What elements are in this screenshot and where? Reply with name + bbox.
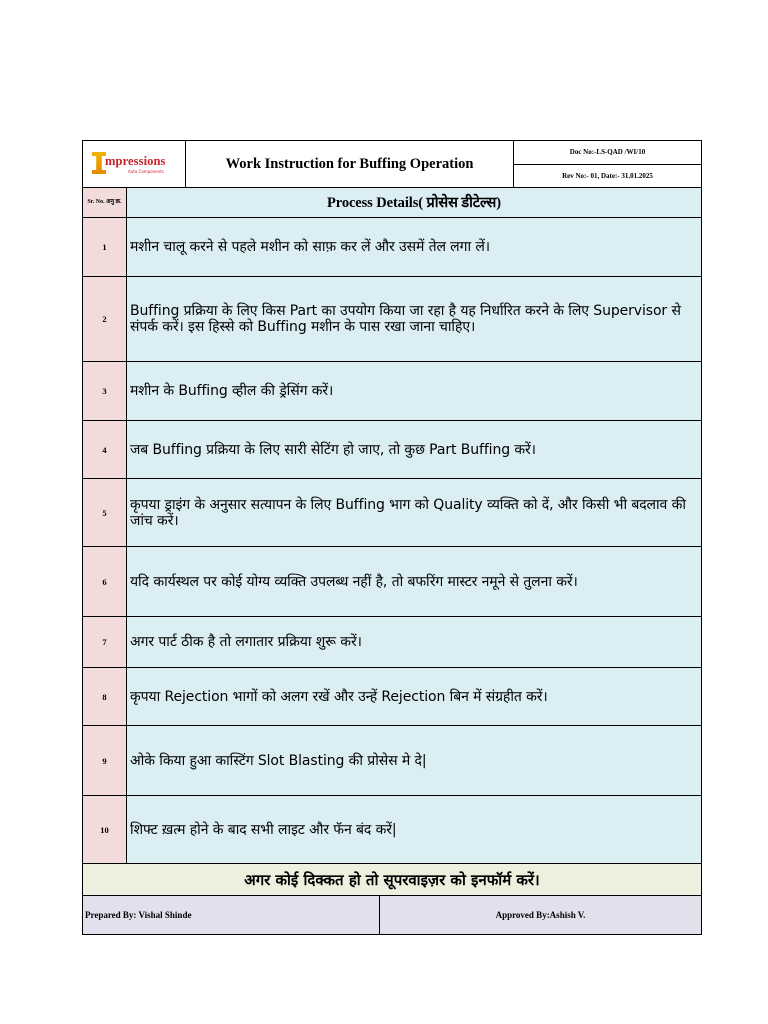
row-number: 4 [83,421,127,478]
row-number: 7 [83,617,127,667]
row-number: 6 [83,547,127,616]
doc-info [514,141,701,187]
row-number: 3 [83,362,127,420]
header [83,141,701,188]
table-row [83,726,701,796]
row-text: ओके किया हुआ कास्टिंग Slot Blasting की प्रोसेस मे दे| [127,726,701,795]
doc-number: Doc No:-LS-QAD /WI/10 [569,148,646,157]
logo-i-mark-icon [92,152,106,174]
logo-text: mpressions [105,154,166,168]
table-row [83,547,701,617]
footer [83,896,701,934]
approved-by: Approved By:Ashish V. [495,910,586,920]
logo-cell [83,141,186,187]
table-row [83,617,701,668]
row-number: 10 [83,796,127,863]
work-instruction-sheet [82,140,702,935]
table-row [83,218,701,277]
row-text: मशीन चालू करने से पहले मशीन को साफ़ कर लें और उसमें तेल लगा लें। [127,218,701,276]
row-number: 1 [83,218,127,276]
sr-no-header: Sr. No. अनु क्र. [83,188,127,217]
table-row [83,362,701,421]
prepared-by: Prepared By: Vishal Shinde [83,896,380,934]
table-row [83,668,701,726]
table-row [83,421,701,479]
document-title: Work Instruction for Buffing Operation [186,141,514,187]
row-number: 5 [83,479,127,546]
row-text: कृपया ड्राइंग के अनुसार सत्यापन के लिए Buffing भाग को Quality व्यक्ति को दें, और किसी भी बदलाव की जांच करें। [127,479,701,546]
table-header-row [83,188,701,218]
logo-subtext: Auto Components [128,169,164,174]
row-text: यदि कार्यस्थल पर कोई योग्य व्यक्ति उपलब्ध नहीं है, तो बफरिंग मास्टर नमूने से तुलना करें। [127,547,701,616]
table-row [83,796,701,864]
row-text: जब Buffing प्रक्रिया के लिए सारी सेटिंग हो जाए, तो कुछ Part Buffing करें। [127,421,701,478]
process-details-header: Process Details( प्रोसेस डीटेल्स) [127,188,701,217]
revision-number: Rev No:- 01, Date:- 31.01.2025 [514,164,701,188]
table-row [83,277,701,362]
row-text: कृपया Rejection भागों को अलग रखें और उन्हें Rejection बिन में संग्रहीत करें। [127,668,701,725]
row-text: शिफ्ट ख़त्म होने के बाद सभी लाइट और फॅन बंद करें| [127,796,701,863]
company-logo [92,151,176,177]
row-number: 2 [83,277,127,361]
table-row [83,479,701,547]
row-number: 9 [83,726,127,795]
row-text: Buffing प्रक्रिया के लिए किस Part का उपयोग किया जा रहा है यह निर्धारित करने के लिए Supervisor से संपर्क करें। इस हिस्से को Buffing मशीन के पास रखा जाना चाहिए। [127,277,701,361]
row-text: अगर पार्ट ठीक है तो लगातार प्रक्रिया शुरू करें। [127,617,701,667]
row-number: 8 [83,668,127,725]
supervisor-note: अगर कोई दिक्कत हो तो सूपरवाइज़र को इनफॉर्म करें। [83,864,701,896]
row-text: मशीन के Buffing व्हील की ड्रेसिंग करें। [127,362,701,420]
